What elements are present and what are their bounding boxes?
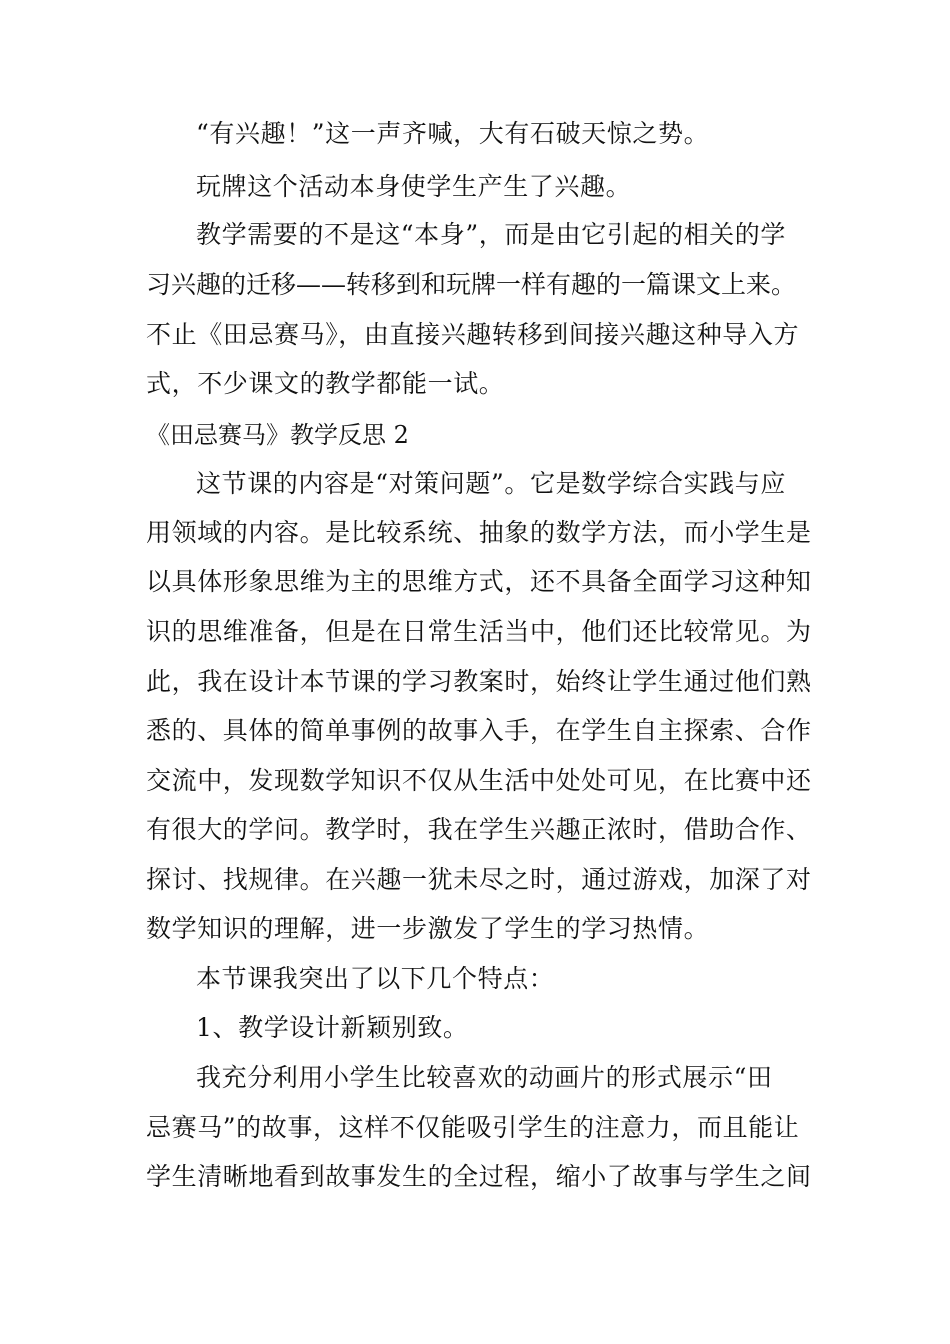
paragraph-line: 识的思维准备，但是在日常生活当中，他们还比较常见。为 bbox=[146, 617, 812, 646]
paragraph-line: 不止《田忌赛马》，由直接兴趣转移到间接兴趣这种导入方 bbox=[146, 320, 800, 349]
paragraph-line: 教学需要的不是这“本身”，而是由它引起的相关的学 bbox=[196, 220, 786, 249]
paragraph-line: 探讨、找规律。在兴趣一犹未尽之时，通过游戏，加深了对 bbox=[146, 865, 812, 894]
section-heading: 《田忌赛马》教学反思 2 bbox=[146, 421, 409, 449]
paragraph-line: 此，我在设计本节课的学习教案时，始终让学生通过他们熟 bbox=[146, 667, 812, 696]
paragraph-line: 习兴趣的迁移——转移到和玩牌一样有趣的一篇课文上来。 bbox=[146, 270, 797, 299]
paragraph-line: 数学知识的理解，进一步激发了学生的学习热情。 bbox=[146, 914, 710, 943]
paragraph-line: 用领域的内容。是比较系统、抽象的数学方法，而小学生是 bbox=[146, 518, 812, 547]
paragraph-line: 式，不少课文的教学都能一试。 bbox=[146, 369, 505, 398]
paragraph-line: 这节课的内容是“对策问题”。它是数学综合实践与应 bbox=[196, 469, 786, 498]
paragraph-line: “有兴趣！”这一声齐喊，大有石破天惊之势。 bbox=[196, 119, 710, 148]
paragraph-line: 悉的、具体的简单事例的故事入手，在学生自主探索、合作 bbox=[146, 716, 812, 745]
paragraph-line: 本节课我突出了以下几个特点： bbox=[196, 964, 555, 993]
paragraph-line: 1、教学设计新颖别致。 bbox=[196, 1013, 469, 1042]
paragraph-line: 学生清晰地看到故事发生的全过程，缩小了故事与学生之间 bbox=[146, 1162, 812, 1191]
paragraph-line: 交流中，发现数学知识不仅从生活中处处可见，在比赛中还 bbox=[146, 766, 812, 795]
paragraph-line: 玩牌这个活动本身使学生产生了兴趣。 bbox=[196, 172, 632, 201]
paragraph-line: 我充分利用小学生比较喜欢的动画片的形式展示“田 bbox=[196, 1063, 773, 1092]
paragraph-line: 有很大的学问。教学时，我在学生兴趣正浓时，借助合作、 bbox=[146, 815, 812, 844]
paragraph-line: 以具体形象思维为主的思维方式，还不具备全面学习这种知 bbox=[146, 567, 812, 596]
paragraph-line: 忌赛马”的故事，这样不仅能吸引学生的注意力，而且能让 bbox=[146, 1113, 800, 1142]
